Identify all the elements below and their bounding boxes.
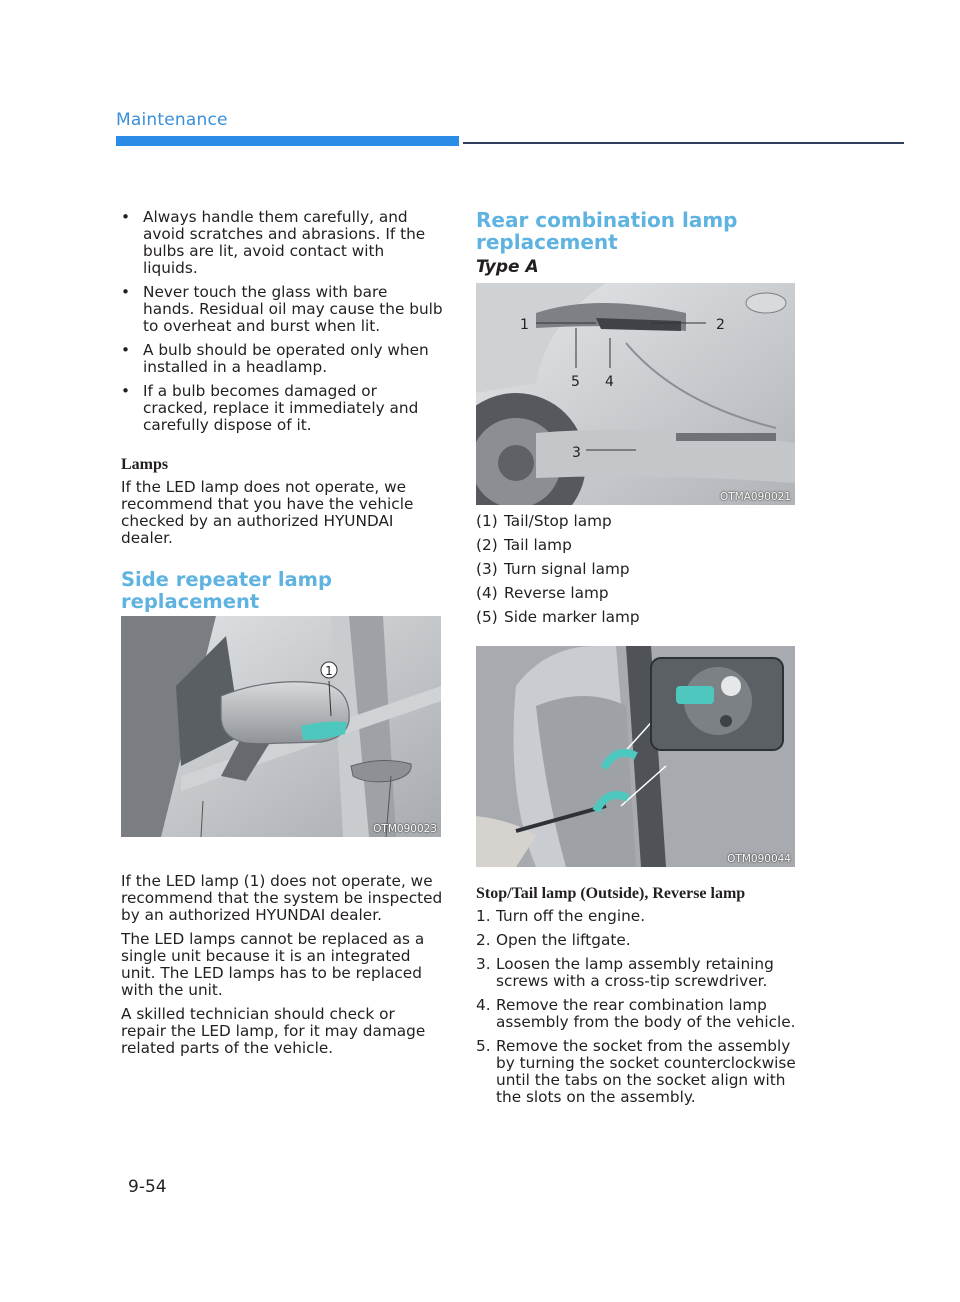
rear-lamp-figure (476, 283, 795, 505)
side-paragraph: A skilled technician should check or repair the LED lamp, for it may damage related parts of the vehicle. (121, 1005, 426, 1057)
bullet-item: • Always handle them carefully, and avoid scratches and abrasions. If the bulbs are lit, avoid contact with liquids. (121, 208, 426, 277)
bullet-item: • A bulb should be operated only when installed in a headlamp. (121, 341, 429, 376)
figure-code: OTM090044 (727, 853, 791, 865)
bullet-icon: • (121, 382, 131, 400)
running-header: Maintenance (116, 110, 228, 130)
screwdriver-illustration (476, 646, 795, 867)
legend-item: (4) Reverse lamp (476, 584, 609, 602)
step-item: 3. Loosen the lamp assembly retaining screws with a cross-tip screwdriver. (476, 955, 774, 990)
figure-code: OTM090023 (373, 823, 437, 835)
procedure-steps (476, 908, 798, 1106)
rear-car-illustration (476, 283, 795, 505)
caution-bullet-list (121, 209, 443, 434)
step-item: 4. Remove the rear combination lamp assembly from the body of the vehicle. (476, 996, 796, 1031)
callout-2: 2 (716, 317, 725, 333)
step-item: 2. Open the liftgate. (476, 931, 631, 949)
callout-3: 3 (572, 445, 581, 461)
header-rule-accent (116, 136, 459, 146)
legend-item: (3) Turn signal lamp (476, 560, 630, 578)
bullet-item: • Never touch the glass with bare hands. Residual oil may cause the bulb to overheat and burst when lit. (121, 283, 443, 335)
lamps-heading: Lamps (121, 456, 169, 473)
page-number: 9-54 (128, 1177, 167, 1197)
bullet-icon: • (121, 208, 131, 226)
svg-text:1: 1 (325, 664, 333, 678)
legend-item: (5) Side marker lamp (476, 608, 640, 626)
step-item: 5. Remove the socket from the assembly by turning the socket counterclockwise until the tabs on the socket align with the slots on the assembly. (476, 1037, 796, 1106)
callout-5: 5 (571, 374, 580, 390)
side-repeater-title: Side repeater lamp replacement (121, 568, 332, 613)
step-item: 1. Turn off the engine. (476, 907, 646, 925)
lamp-screw-figure (476, 646, 795, 867)
legend-item: (1) Tail/Stop lamp (476, 512, 612, 530)
header-rule (463, 142, 904, 144)
mirror-illustration (121, 616, 441, 837)
rear-combination-title: Rear combination lamp replacement (476, 208, 738, 254)
side-paragraph: The LED lamps cannot be replaced as a single unit because it is an integrated unit. The LED lamps has to be replaced with the unit. (121, 930, 425, 999)
bullet-icon: • (121, 341, 131, 359)
bullet-item: • If a bulb becomes damaged or cracked, replace it immediately and carefully dispose of it. (121, 382, 419, 434)
side-repeater-figure (121, 616, 441, 837)
legend-item: (2) Tail lamp (476, 536, 572, 554)
type-label: Type A (476, 257, 539, 277)
callout-1: 1 (520, 317, 529, 333)
stop-tail-heading: Stop/Tail lamp (Outside), Reverse lamp (476, 885, 746, 902)
bullet-icon: • (121, 283, 131, 301)
figure-code: OTMA090021 (719, 491, 791, 503)
lamp-legend (476, 513, 798, 626)
lamps-paragraph: If the LED lamp does not operate, we recommend that you have the vehicle checked by an authorized HYUNDAI dealer. (121, 478, 414, 547)
callout-4: 4 (605, 374, 614, 390)
side-paragraph: If the LED lamp (1) does not operate, we recommend that the system be inspected by an authorized HYUNDAI dealer. (121, 872, 443, 924)
